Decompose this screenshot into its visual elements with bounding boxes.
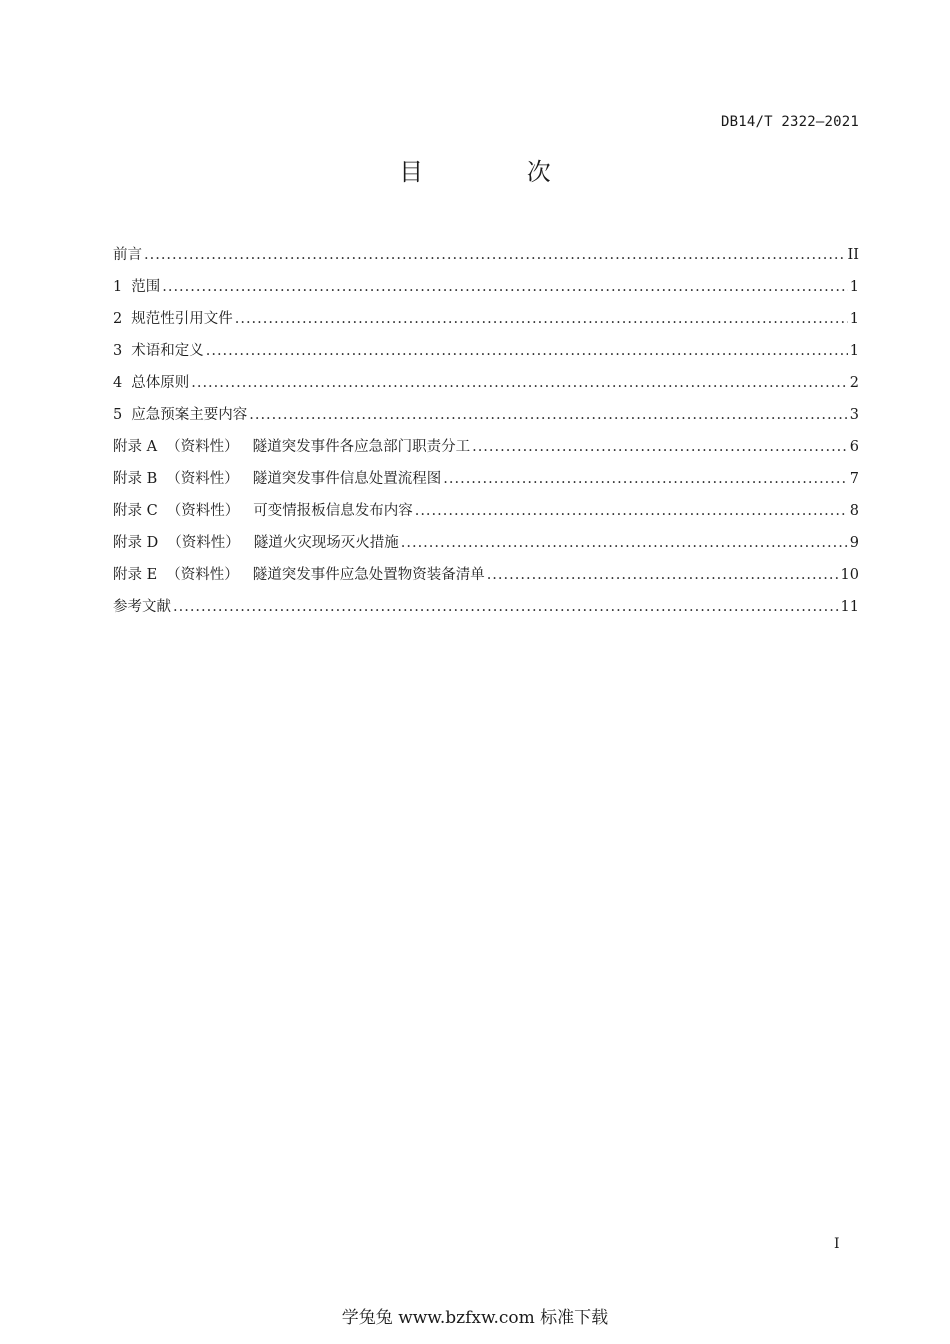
- toc-entry-page: 2: [849, 375, 859, 391]
- toc-entry-title: 规范性引用文件: [131, 311, 233, 327]
- toc-entry-label: [113, 527, 399, 559]
- toc-entry-page: 9: [849, 535, 859, 551]
- toc-entry-category: （资料性）: [166, 503, 240, 519]
- toc-dot-leader: [443, 463, 848, 495]
- toc-entry-number: 4: [113, 375, 123, 391]
- toc-entry-label: [113, 335, 204, 367]
- toc-dot-leader: [472, 431, 848, 463]
- toc-entry-number: 附录 E: [113, 567, 158, 583]
- footer-watermark: 学兔兔 www.bzfxw.com 标准下载: [341, 1308, 609, 1328]
- toc-entry-number: 1: [113, 279, 123, 295]
- toc-entry-label: [113, 271, 160, 303]
- toc-entry[interactable]: [113, 495, 859, 527]
- toc-entry[interactable]: [113, 335, 859, 367]
- toc-entry-title: 总体原则: [131, 375, 190, 391]
- toc-entry[interactable]: [113, 399, 859, 431]
- toc-entry[interactable]: [113, 559, 859, 591]
- toc-entry-title: 隧道突发事件应急处置物资装备清单: [252, 567, 485, 583]
- toc-dot-leader: [415, 495, 848, 527]
- toc-entry-category: （资料性）: [166, 567, 239, 583]
- page-title: 目 次: [399, 158, 599, 186]
- toc-entry-label: [113, 431, 470, 463]
- toc-entry-title: 范围: [131, 279, 161, 295]
- toc-entry-page: 1: [849, 279, 859, 295]
- toc-entry-label: [113, 239, 142, 271]
- toc-entry-page: 1: [849, 343, 859, 359]
- toc-entry-page: 8: [849, 503, 859, 519]
- table-of-contents: [113, 239, 859, 623]
- toc-entry-number: 附录 C: [113, 503, 158, 519]
- toc-entry-label: [113, 367, 189, 399]
- toc-entry-page: 10: [840, 567, 859, 583]
- toc-dot-leader: [144, 239, 846, 271]
- toc-dot-leader: [487, 559, 839, 591]
- toc-entry-page: II: [847, 247, 859, 263]
- toc-entry-label: [113, 399, 247, 431]
- toc-entry-page: 6: [849, 439, 859, 455]
- toc-dot-leader: [173, 591, 839, 623]
- toc-entry-title: 隧道火灾现场灭火措施: [253, 535, 399, 551]
- toc-entry-number: 附录 B: [113, 471, 158, 487]
- toc-entry-label: [113, 495, 413, 527]
- toc-entry[interactable]: [113, 367, 859, 399]
- toc-entry-category: （资料性）: [166, 471, 239, 487]
- toc-entry-page: 1: [849, 311, 859, 327]
- toc-entry-label: [113, 591, 171, 623]
- toc-entry-page: 3: [849, 407, 859, 423]
- toc-entry-label: [113, 463, 441, 495]
- toc-entry-label: [113, 303, 233, 335]
- toc-entry-number: 3: [113, 343, 123, 359]
- toc-entry[interactable]: [113, 463, 859, 495]
- page-number: I: [834, 1236, 840, 1252]
- toc-entry[interactable]: [113, 431, 859, 463]
- standard-code: DB14/T 2322—2021: [720, 114, 859, 130]
- toc-entry[interactable]: [113, 239, 859, 271]
- toc-entry-page: 7: [849, 471, 859, 487]
- toc-entry-title: 术语和定义: [131, 343, 204, 359]
- toc-entry-number: 5: [113, 407, 123, 423]
- toc-entry-category: （资料性）: [167, 535, 240, 551]
- toc-dot-leader: [235, 303, 848, 335]
- toc-entry-title: 应急预案主要内容: [131, 407, 248, 423]
- toc-entry[interactable]: [113, 591, 859, 623]
- toc-entry-title: 参考文献: [113, 599, 171, 615]
- toc-entry-label: [113, 559, 485, 591]
- toc-dot-leader: [206, 335, 848, 367]
- toc-entry-title: 隧道突发事件信息处置流程图: [252, 471, 442, 487]
- toc-entry-title: 隧道突发事件各应急部门职责分工: [252, 439, 471, 455]
- toc-entry[interactable]: [113, 271, 859, 303]
- toc-entry-page: 11: [840, 599, 859, 615]
- toc-entry-title: 前言: [113, 247, 142, 263]
- toc-entry-title: 可变情报板信息发布内容: [253, 503, 413, 519]
- toc-dot-leader: [191, 367, 848, 399]
- toc-dot-leader: [249, 399, 848, 431]
- toc-entry-category: （资料性）: [166, 439, 239, 455]
- toc-entry[interactable]: [113, 527, 859, 559]
- toc-entry-number: 2: [113, 311, 123, 327]
- toc-entry-number: 附录 A: [113, 439, 158, 455]
- toc-entry[interactable]: [113, 303, 859, 335]
- toc-dot-leader: [401, 527, 848, 559]
- toc-entry-number: 附录 D: [113, 535, 159, 551]
- toc-dot-leader: [162, 271, 848, 303]
